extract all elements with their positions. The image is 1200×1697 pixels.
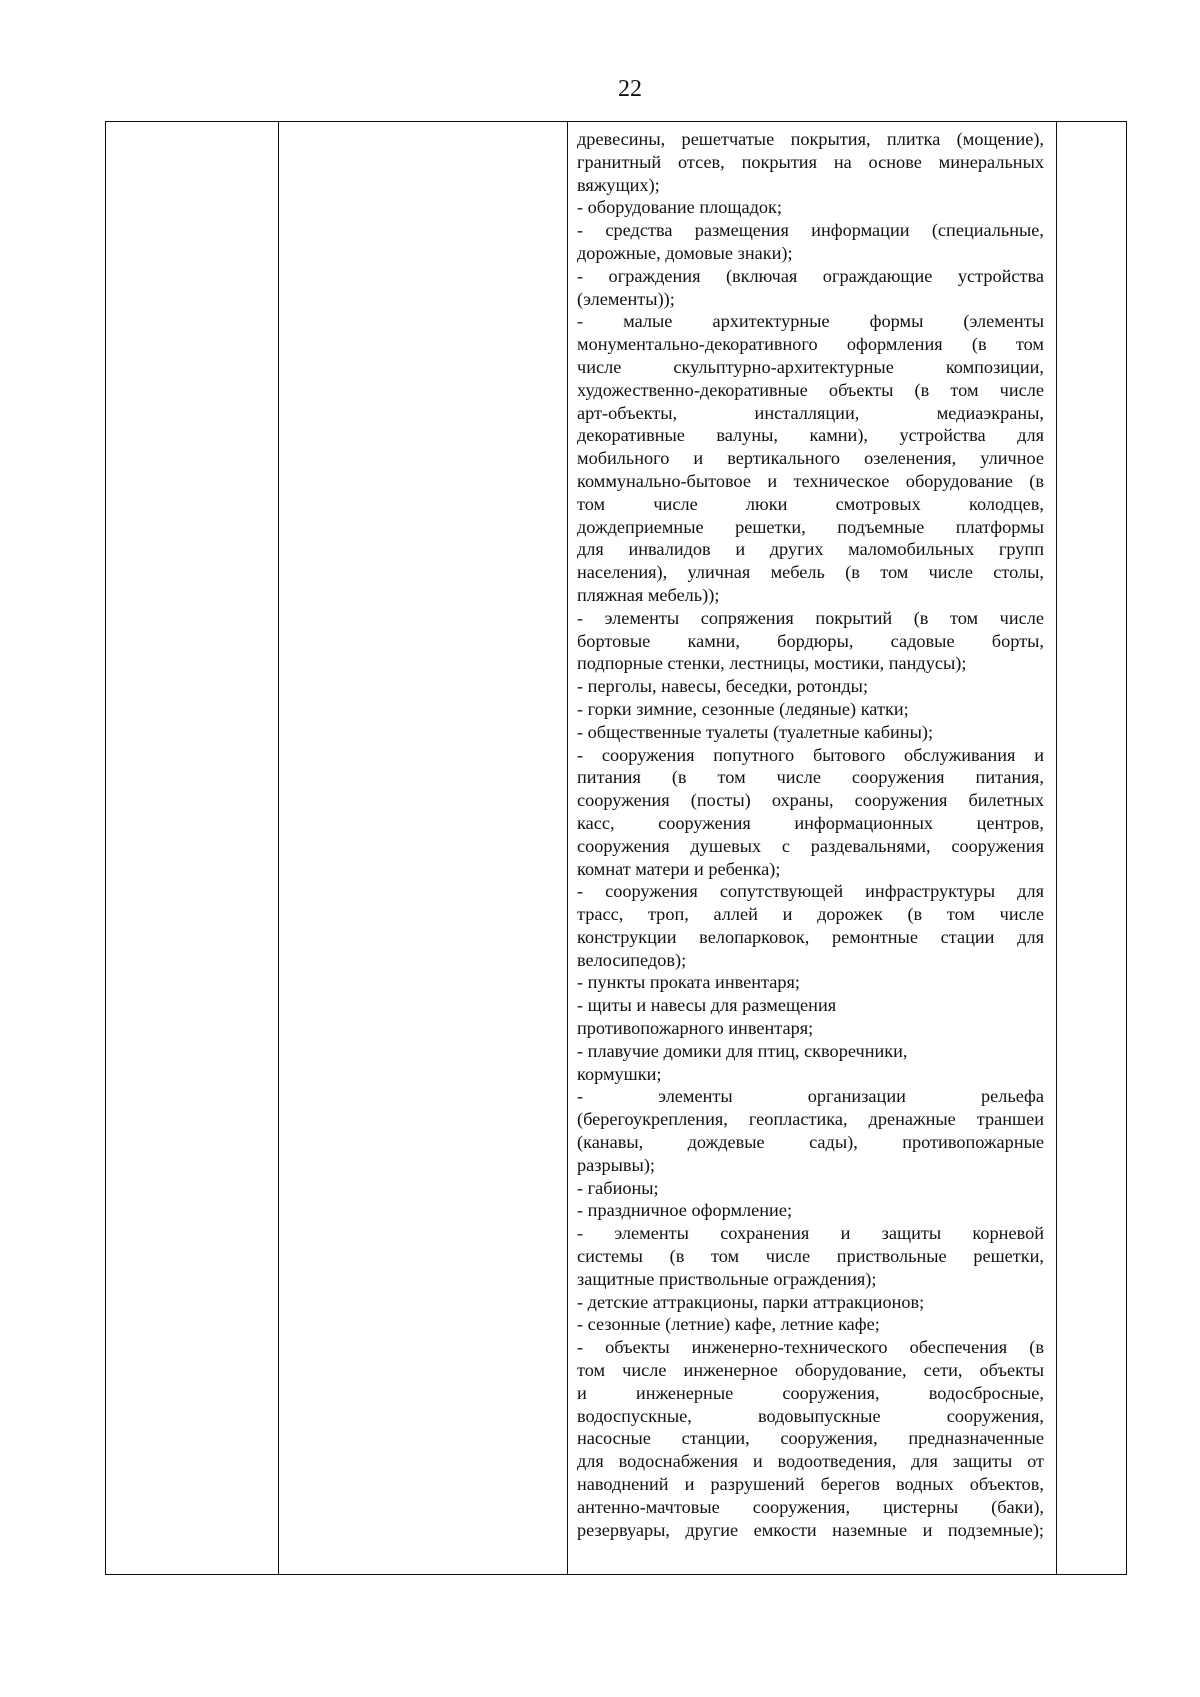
text-line: вяжущих); — [577, 174, 660, 195]
text-line: - щиты и навесы для размещения — [577, 995, 837, 1016]
text-line: декоративные валуны, камни), устройства для — [577, 425, 1044, 446]
page-number: 22 — [618, 76, 642, 102]
table-cell-text — [577, 128, 1044, 1541]
text-line: бортовые камни, бордюры, садовые борты, — [577, 630, 1044, 651]
text-line: - средства размещения информации (специальные, — [577, 220, 1044, 241]
text-line: - детские аттракционы, парки аттракционов; — [577, 1291, 925, 1312]
text-line: дорожные, домовые знаки); — [577, 242, 793, 263]
text-line: защитные приствольные ограждения); — [577, 1268, 877, 1289]
column-divider-3 — [1056, 122, 1057, 1574]
text-line: монументально-декоративного оформления (в том — [577, 334, 1044, 355]
text-line: системы (в том числе приствольные решетки, — [577, 1246, 1044, 1267]
text-line: том числе люки смотровых колодцев, — [577, 493, 1044, 514]
text-line: - элементы организации рельефа — [577, 1086, 1044, 1107]
text-line: - элементы сохранения и защиты корневой — [577, 1223, 1044, 1244]
text-line: трасс, троп, аллей и дорожек (в том числе — [577, 904, 1044, 925]
text-line: - сезонные (летние) кафе, летние кафе; — [577, 1314, 880, 1335]
text-line: - общественные туалеты (туалетные кабины); — [577, 721, 934, 742]
column-divider-2 — [567, 122, 568, 1574]
text-line: - габионы; — [577, 1177, 659, 1198]
text-line: гранитный отсев, покрытия на основе минеральных — [577, 151, 1044, 172]
text-line: резервуары, другие емкости наземные и подземные); — [577, 1519, 1044, 1540]
text-line: противопожарного инвентаря; — [577, 1018, 814, 1039]
text-line: - ограждения (включая ограждающие устройства — [577, 265, 1044, 286]
text-line: сооружения (посты) охраны, сооружения билетных — [577, 790, 1044, 811]
text-line: насосные станции, сооружения, предназначенные — [577, 1428, 1044, 1449]
text-line: - пункты проката инвентаря; — [577, 972, 800, 993]
text-line: разрывы); — [577, 1154, 655, 1175]
text-line: дождеприемные решетки, подъемные платформы — [577, 516, 1044, 537]
text-line: касс, сооружения информационных центров, — [577, 812, 1044, 833]
column-divider-1 — [278, 122, 279, 1574]
text-line: водоспускные, водовыпускные сооружения, — [577, 1405, 1044, 1426]
text-line: коммунально-бытовое и техническое оборудование (в — [577, 470, 1044, 491]
text-line: для инвалидов и других маломобильных групп — [577, 539, 1044, 560]
text-line: наводнений и разрушений берегов водных объектов, — [577, 1474, 1044, 1495]
text-line: комнат матери и ребенка); — [577, 858, 781, 879]
text-line: - объекты инженерно-технического обеспечения (в — [577, 1337, 1044, 1358]
text-line: конструкции велопарковок, ремонтные стации для — [577, 926, 1044, 947]
text-line: для водоснабжения и водоотведения, для защиты от — [577, 1451, 1044, 1472]
text-line: - оборудование площадок; — [577, 197, 782, 218]
text-line: - плавучие домики для птиц, скворечники, — [577, 1040, 908, 1061]
text-line: питания (в том числе сооружения питания, — [577, 767, 1044, 788]
text-line: (элементы)); — [577, 288, 675, 309]
text-line: (канавы, дождевые сады), противопожарные — [577, 1132, 1044, 1153]
text-line: - сооружения попутного бытового обслуживания и — [577, 744, 1044, 765]
text-line: антенно-мачтовые сооружения, цистерны (баки), — [577, 1496, 1044, 1517]
text-line: велосипедов); — [577, 949, 687, 970]
text-line: (берегоукрепления, геопластика, дренажные траншеи — [577, 1109, 1044, 1130]
text-line: - праздничное оформление; — [577, 1200, 793, 1221]
text-line: - перголы, навесы, беседки, ротонды; — [577, 676, 869, 697]
text-line: сооружения душевых с раздевальнями, сооружения — [577, 835, 1044, 856]
text-line: том числе инженерное оборудование, сети, объекты — [577, 1360, 1044, 1381]
text-line: мобильного и вертикального озеленения, уличное — [577, 448, 1044, 469]
text-line: числе скульптурно-архитектурные композиции, — [577, 356, 1044, 377]
text-line: художественно-декоративные объекты (в том числе — [577, 379, 1044, 400]
text-line: населения), уличная мебель (в том числе столы, — [577, 562, 1044, 583]
text-line: пляжная мебель)); — [577, 584, 720, 605]
text-line: - элементы сопряжения покрытий (в том числе — [577, 607, 1044, 628]
text-line: - малые архитектурные формы (элементы — [577, 311, 1044, 332]
text-line: - сооружения сопутствующей инфраструктуры для — [577, 881, 1044, 902]
text-line: подпорные стенки, лестницы, мостики, пандусы); — [577, 653, 967, 674]
text-line: арт-объекты, инсталляции, медиаэкраны, — [577, 402, 1044, 423]
text-line: кормушки; — [577, 1063, 662, 1084]
document-table — [105, 121, 1127, 1575]
text-line: - горки зимние, сезонные (ледяные) катки; — [577, 698, 909, 719]
text-line: древесины, решетчатые покрытия, плитка (мощение), — [577, 129, 1044, 149]
text-line: и инженерные сооружения, водосбросные, — [577, 1382, 1044, 1403]
